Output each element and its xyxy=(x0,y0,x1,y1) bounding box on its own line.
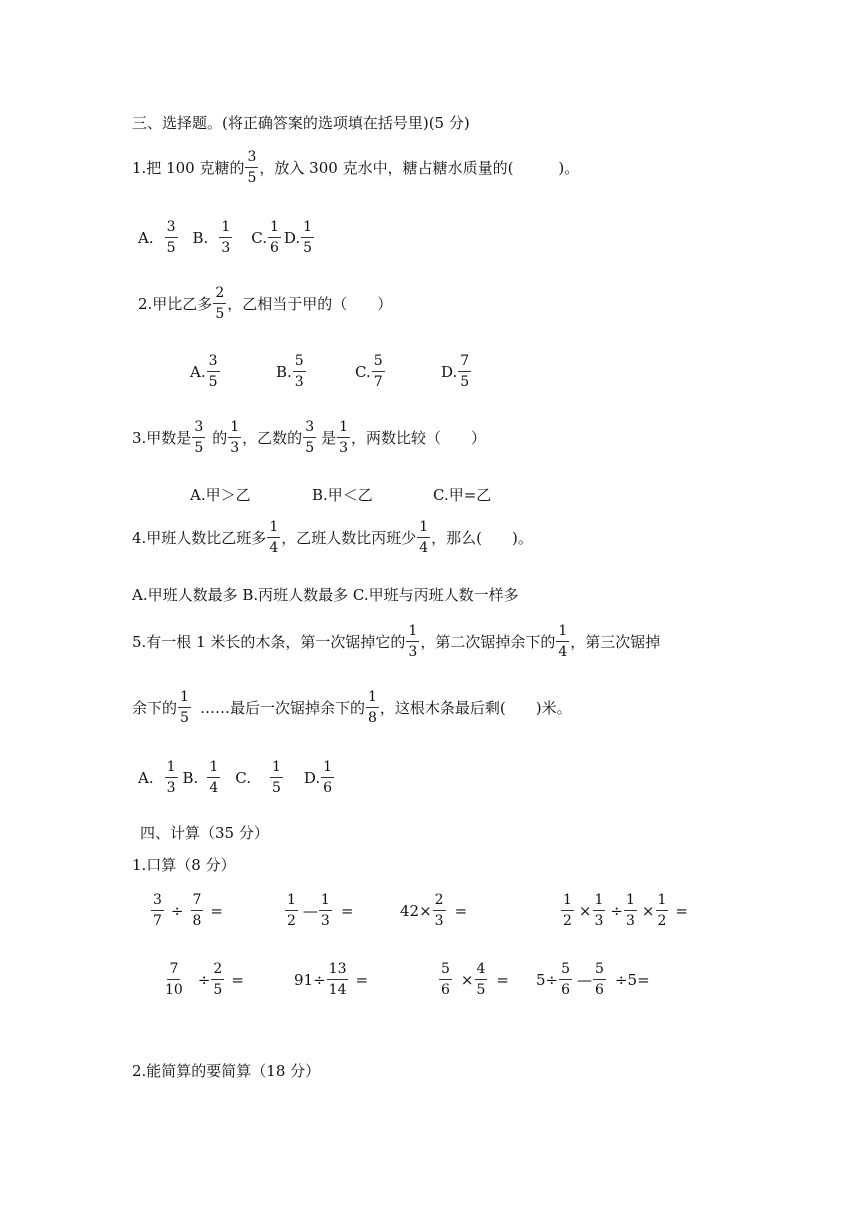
calc-3: 42× $\frac{2}{3}$ = xyxy=(400,892,468,929)
fraction: $\frac{2}{5}$ xyxy=(215,285,225,322)
question-3: 3.甲数是 $\frac{3}{5}$ 的 $\frac{1}{3}$ ，乙数的 $\frac{3}{5}$ 是 $\frac{1}{3}$ ，两数比较（ ） xyxy=(132,419,487,456)
option-b[interactable]: B. $\frac{1}{4}$ xyxy=(182,759,219,796)
calc-1: $\frac{3}{7}$ ÷ $\frac{7}{8}$ = xyxy=(153,892,223,929)
option-a[interactable]: A.甲＞乙 xyxy=(190,486,251,504)
question-4: 4.甲班人数比乙班多 $\frac{1}{4}$ ，乙班人数比丙班少 $\frac{1}{4}$ ，那么( )。 xyxy=(132,519,533,556)
calc-2: $\frac{1}{2}$ — $\frac{1}{3}$ = xyxy=(287,892,354,929)
option-a[interactable]: A. $\frac{3}{5}$ xyxy=(138,219,176,256)
option-b[interactable]: B. $\frac{5}{3}$ xyxy=(276,353,304,390)
option-c[interactable]: C.甲=乙 xyxy=(433,486,492,504)
option-d[interactable]: D. $\frac{1}{6}$ xyxy=(303,759,333,796)
option-c[interactable]: C. $\frac{1}{5}$ xyxy=(235,759,281,796)
section4-sub2: 2.能简算的要简算（18 分） xyxy=(132,1062,321,1080)
calc-6: 91÷ $\frac{13}{14}$ = xyxy=(294,961,369,998)
calc-4: $\frac{1}{2}$ × $\frac{1}{3}$ ÷ $\frac{1}{3}$ × $\frac{1}{2}$ = xyxy=(563,892,688,929)
question-5-line-2: 余下的 $\frac{1}{5}$ ……最后一次锯掉余下的 $\frac{1}{8}$ ，这根木条最后剩( )米。 xyxy=(132,689,572,726)
calc-8: 5÷ $\frac{5}{6}$ — $\frac{5}{6}$ ÷5= xyxy=(536,961,650,998)
option-c[interactable]: C. $\frac{1}{6}$ xyxy=(251,219,279,256)
section3-title: 三、选择题。(将正确答案的选项填在括号里)(5 分) xyxy=(132,114,470,132)
option-b[interactable]: B. $\frac{1}{3}$ xyxy=(192,219,231,256)
question-1: 1.把 100 克糖的 $\frac{3}{5}$ ，放入 300 克水中，糖占糖水质量的( )。 xyxy=(132,149,580,186)
fraction: $\frac{3}{5}$ xyxy=(247,149,257,186)
question-2: 2.甲比乙多 $\frac{2}{5}$ ，乙相当于甲的（ ） xyxy=(138,285,393,322)
calc-5: $\frac{7}{10}$ ÷ $\frac{2}{5}$ = xyxy=(165,961,244,998)
section4-sub1: 1.口算（8 分） xyxy=(132,856,236,874)
option-c[interactable]: C. $\frac{5}{7}$ xyxy=(355,353,383,390)
question-5-options xyxy=(138,760,335,795)
question-4-options[interactable]: A.甲班人数最多 B.丙班人数最多 C.甲班与丙班人数一样多 xyxy=(132,586,519,604)
option-a[interactable]: A. $\frac{3}{5}$ xyxy=(190,353,218,390)
question-1-options xyxy=(138,220,315,255)
question-5-line-1: 5.有一根 1 米长的木条，第一次锯掉它的 $\frac{1}{3}$ ，第二次锯掉余下的 $\frac{1}{4}$ ，第三次锯掉 xyxy=(132,623,661,660)
section4-title: 四、计算（35 分） xyxy=(140,824,269,842)
option-b[interactable]: B.甲＜乙 xyxy=(312,486,373,504)
option-d[interactable]: D. $\frac{7}{5}$ xyxy=(441,353,470,390)
calc-7: $\frac{5}{6}$ × $\frac{4}{5}$ = xyxy=(441,961,509,998)
option-a[interactable]: A. $\frac{1}{3}$ xyxy=(138,759,176,796)
option-d[interactable]: D. $\frac{1}{5}$ xyxy=(283,219,313,256)
